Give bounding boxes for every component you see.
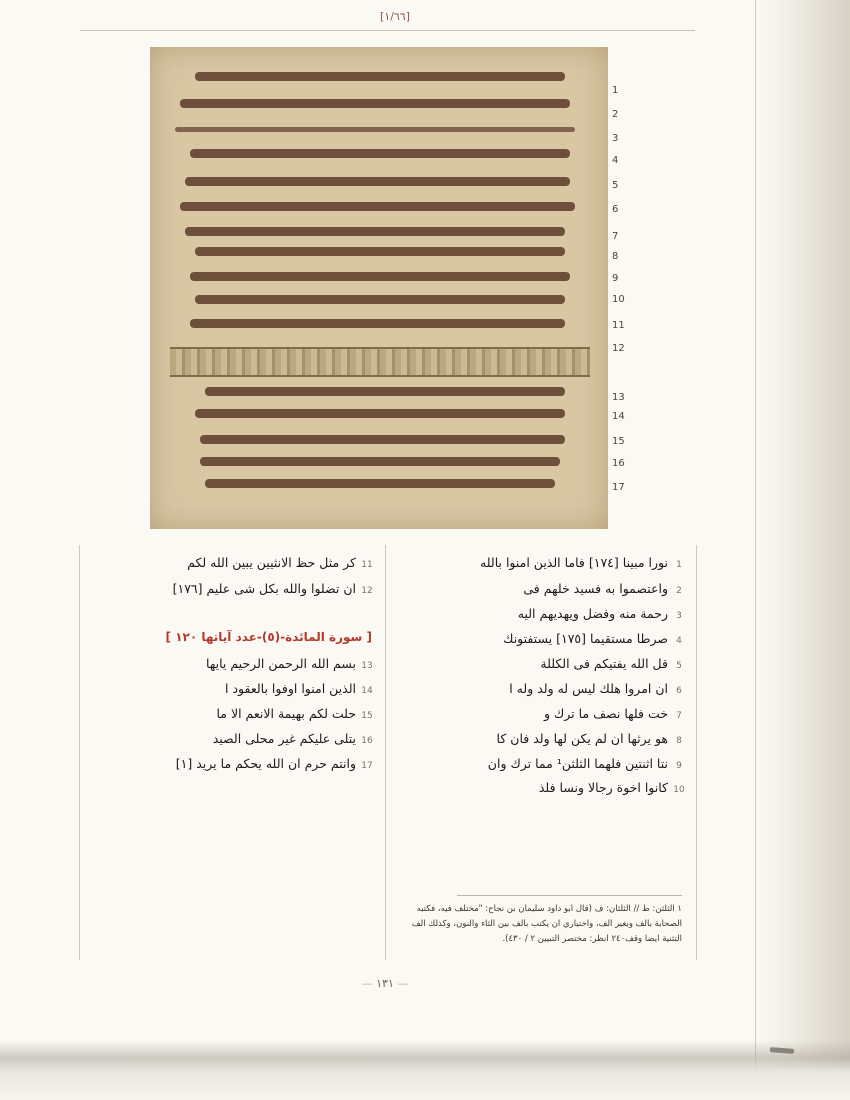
transcription-line: [206, 656, 378, 671]
page-number: — ١٣١ —: [361, 977, 409, 990]
line-number: 10: [673, 785, 685, 795]
line-number: 5: [676, 661, 682, 671]
line-number: 1: [676, 560, 682, 570]
manuscript-image: [150, 47, 608, 529]
surah-heading: [ سورة المائدة-(٥)-عدد آياتها ١٢٠ ]: [165, 630, 372, 644]
transcription-line: [176, 756, 378, 771]
line-text: بسم الله الرحمن الرحيم يايها: [206, 656, 356, 671]
transcription-line: [216, 706, 378, 721]
manuscript-line-number: 10: [612, 294, 625, 305]
manuscript-line-number: 2: [612, 109, 619, 120]
transcription-line: [540, 656, 690, 671]
transcription-line: [480, 555, 690, 570]
line-number: 12: [361, 586, 373, 596]
manuscript-line-number: 13: [612, 392, 625, 403]
line-number: 3: [676, 611, 682, 621]
manuscript-line-number: 3: [612, 133, 619, 144]
line-text: ان تضلوا والله بكل شى عليم [١٧٦]: [172, 581, 356, 596]
page-fold: [0, 1040, 850, 1100]
manuscript-line-number: 5: [612, 180, 619, 191]
transcription-line: [488, 756, 690, 771]
manuscript-line-number: 16: [612, 458, 625, 469]
manuscript-line-number: 8: [612, 251, 619, 262]
footnote-rule: [457, 895, 682, 896]
transcription-line: [173, 581, 378, 596]
line-text: رحمة منه وفضل ويهديهم اليه: [517, 606, 668, 621]
line-number: 8: [676, 736, 682, 746]
line-text: خت فلها نصف ما ترك و: [543, 706, 668, 721]
manuscript-line-number: 1: [612, 85, 619, 96]
line-text: كر مثل حظ الانثيين يبين الله لكم: [187, 555, 356, 570]
line-number: 2: [676, 586, 682, 596]
line-text: نورا مبينا [١٧٤] فاما الذين امنوا بالله: [480, 555, 668, 570]
manuscript-line-number: 4: [612, 155, 619, 166]
line-number: 16: [361, 736, 373, 746]
line-text: وانتم حرم ان الله يحكم ما يريد [١]: [175, 756, 356, 771]
line-text: ان امروا هلك ليس له ولد وله ا: [509, 681, 668, 696]
line-number: 7: [676, 711, 682, 721]
surah-illumination-band: [170, 347, 590, 377]
left-margin-rule: [79, 545, 80, 960]
transcription-line: [509, 681, 690, 696]
transcription-line: [518, 606, 690, 621]
line-number: 6: [676, 686, 682, 696]
right-margin-rule: [696, 545, 697, 960]
line-text: واعتصموا به فسيد خلهم فى: [523, 581, 668, 596]
transcription-line: [539, 780, 690, 795]
manuscript-line-number: 15: [612, 436, 625, 447]
running-head: [١/٦٦]: [379, 10, 411, 23]
page-number-value: ١٣١: [376, 977, 394, 990]
line-text: الذين امنوا اوفوا بالعقود ا: [225, 681, 356, 696]
manuscript-line-number: 14: [612, 411, 625, 422]
manuscript-line-number: 6: [612, 204, 619, 215]
manuscript-line-number: 11: [612, 320, 625, 331]
line-number: 4: [676, 636, 682, 646]
line-number: 9: [676, 761, 682, 771]
footnote: ١ الثلثن: ط // الثلثان: ف (قال ابو داود سليمان بن نجاح: "مختلف فيه، فكتبه الصحابة بالف وبغير الف، واختياري ان يكتب بالف بين الثاء والنون، وكذلك الف التثنية ايضا وقف٢٤٠ انظر: مختصر التبيين ٢ / ٤٣٠).: [411, 904, 682, 944]
line-text: قل الله يفتيكم فى الكللة: [540, 656, 668, 671]
transcription-line: [225, 681, 378, 696]
header-rule: [80, 30, 695, 31]
line-number: 11: [361, 560, 373, 570]
transcription-line: [497, 731, 690, 746]
transcription-line: [544, 706, 690, 721]
transcription-line: [213, 731, 378, 746]
manuscript-line-number: 12: [612, 343, 625, 354]
line-text: حلت لكم بهيمة الانعم الا ما: [216, 706, 356, 721]
transcription-line: [523, 581, 690, 596]
line-number: 13: [361, 661, 373, 671]
transcription-line: [187, 555, 378, 570]
line-text: يتلى عليكم غير محلى الصيد: [212, 731, 356, 746]
manuscript-line-number: 7: [612, 231, 619, 242]
line-number: 14: [361, 686, 373, 696]
transcription-line: [503, 631, 690, 646]
line-text: صرطا مستقيما [١٧٥] يستفتونك: [503, 631, 668, 646]
line-text: كانوا اخوة رجالا ونسا فلذ: [538, 780, 668, 795]
book-binding-shadow: [755, 0, 850, 1100]
column-divider: [385, 545, 386, 960]
line-number: 17: [361, 761, 373, 771]
manuscript-line-number: 9: [612, 273, 619, 284]
line-text: هو يرثها ان لم يكن لها ولد فان كا: [496, 731, 668, 746]
line-number: 15: [361, 711, 373, 721]
line-text: نتا اثنتين فلهما الثلثن¹ مما ترك وان: [487, 756, 668, 771]
manuscript-line-number: 17: [612, 482, 625, 493]
